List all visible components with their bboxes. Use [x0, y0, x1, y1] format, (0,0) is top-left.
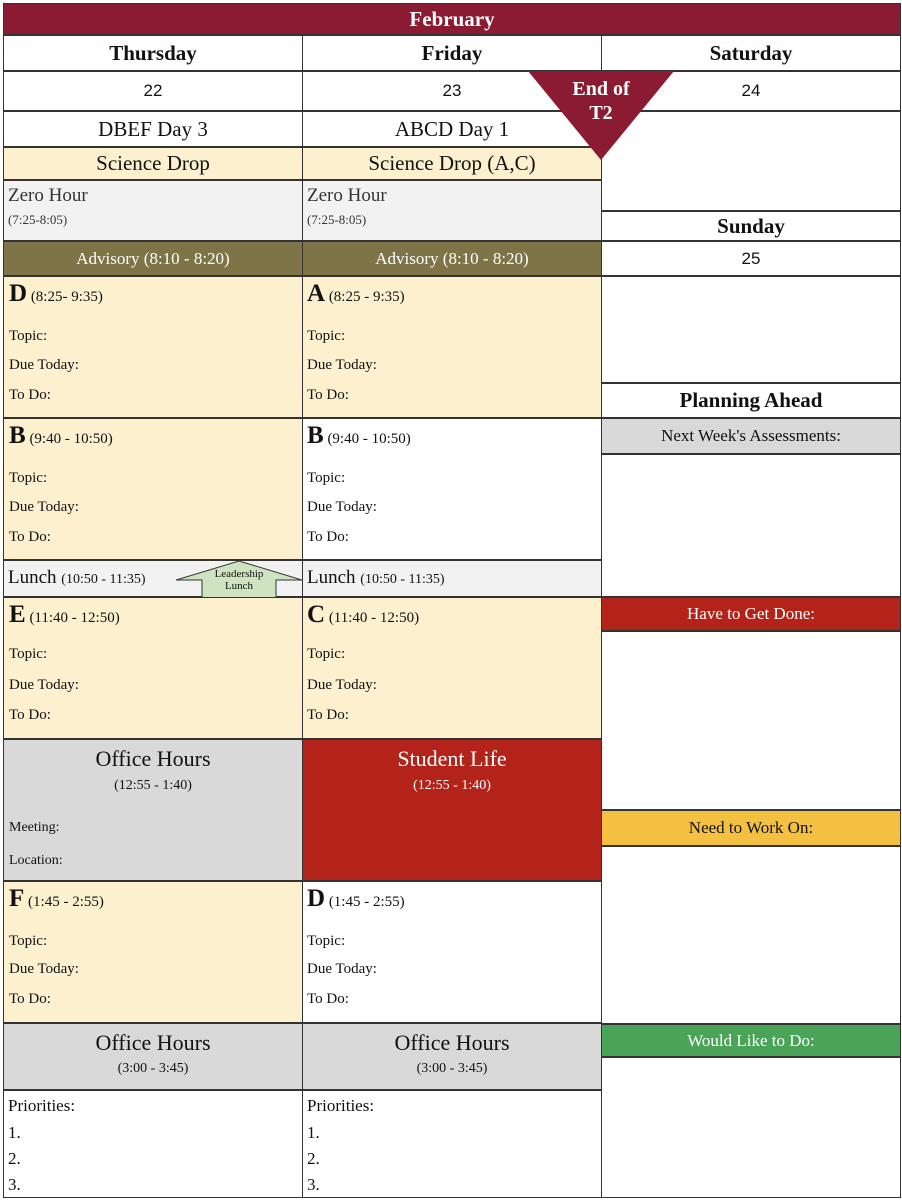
topic-label: Topic: [9, 328, 48, 344]
period-letter: D [9, 280, 28, 307]
office-hours-time: (12:55 - 1:40) [114, 778, 192, 793]
topic-label: Topic: [307, 328, 346, 344]
meeting-label: Meeting: [9, 820, 60, 835]
thursday-zero-hour [3, 180, 303, 241]
thursday-advisory [3, 241, 303, 276]
would-like-to-do-header [601, 1024, 901, 1057]
to-do-label: To Do: [9, 707, 51, 723]
lunch-label: Lunch [307, 567, 356, 588]
friday-drop-text: Science Drop (A,C) [368, 151, 536, 175]
to-do-label: To Do: [307, 387, 349, 403]
period-letter: A [307, 280, 326, 307]
office-hours-title: Office Hours [394, 1030, 510, 1055]
topic-label: Topic: [9, 470, 48, 486]
period-time: (1:45 - 2:55) [328, 894, 405, 910]
thursday-science-drop [3, 147, 303, 180]
leadership-line1: Leadership [214, 568, 264, 580]
student-life-title: Student Life [397, 746, 507, 771]
period-heading [307, 885, 405, 913]
friday-zero-hour [302, 180, 602, 241]
period-heading [307, 601, 419, 629]
priority-1: 1. [8, 1123, 21, 1142]
saturday-header [601, 35, 901, 71]
have-to-get-done-header [601, 597, 901, 631]
priority-3: 3. [307, 1175, 320, 1194]
leadership-line2: Lunch [224, 580, 254, 592]
friday-period-c [302, 597, 602, 739]
thursday-office-hours [3, 739, 303, 881]
thursday-name: Thursday [109, 40, 197, 65]
advisory-label: Advisory (8:10 - 8:20) [76, 248, 230, 268]
priority-3: 3. [8, 1175, 21, 1194]
zero-hour-title: Zero Hour [307, 185, 387, 206]
need-to-work-on-label: Need to Work On: [688, 818, 814, 837]
friday-office-hours-late [302, 1023, 602, 1090]
need-to-work-on-area[interactable] [601, 846, 901, 1024]
period-heading [307, 422, 411, 450]
to-do-label: To Do: [9, 529, 51, 545]
period-time: (1:45 - 2:55) [28, 894, 104, 910]
sunday-date-text: 25 [741, 248, 761, 268]
have-to-get-done-label: Have to Get Done: [687, 604, 815, 623]
thursday-date [3, 71, 303, 111]
month-header [3, 3, 901, 35]
sunday-header [601, 211, 901, 241]
thursday-period-f [3, 881, 303, 1023]
zero-hour-time: (7:25-8:05) [8, 212, 68, 227]
to-do-label: To Do: [307, 707, 349, 723]
priority-2: 2. [307, 1149, 320, 1168]
next-week-assessments-header [601, 418, 901, 454]
friday-cycle-text: ABCD Day 1 [394, 116, 510, 141]
office-hours-title: Office Hours [95, 1030, 211, 1055]
thursday-cycle-text: DBEF Day 3 [98, 116, 208, 141]
due-today-label: Due Today: [9, 499, 79, 515]
topic-label: Topic: [307, 646, 346, 662]
end-marker-line1: End of [572, 78, 630, 100]
sunday-name: Sunday [717, 213, 785, 238]
due-today-label: Due Today: [307, 357, 377, 373]
lunch-heading [8, 567, 146, 589]
period-time: (9:40 - 10:50) [29, 431, 113, 447]
zero-hour-time: (7:25-8:05) [307, 212, 367, 227]
friday-period-d [302, 881, 602, 1023]
lunch-heading [307, 567, 445, 589]
period-time: (11:40 - 12:50) [328, 610, 420, 626]
due-today-label: Due Today: [307, 499, 377, 515]
to-do-label: To Do: [307, 529, 349, 545]
thursday-period-d [3, 276, 303, 418]
planning-ahead-text: Planning Ahead [679, 388, 823, 412]
friday-name: Friday [421, 40, 483, 65]
due-today-label: Due Today: [9, 357, 79, 373]
sunday-date [601, 241, 901, 276]
office-hours-time: (3:00 - 3:45) [416, 1061, 488, 1076]
friday-header [302, 35, 602, 71]
to-do-label: To Do: [9, 991, 51, 1007]
next-week-assessments-label: Next Week's Assessments: [661, 426, 841, 445]
saturday-name: Saturday [709, 40, 793, 65]
next-week-assessments-area[interactable] [601, 454, 901, 597]
office-hours-time: (3:00 - 3:45) [117, 1061, 189, 1076]
topic-label: Topic: [307, 933, 346, 949]
friday-priorities [302, 1090, 602, 1198]
period-heading [9, 885, 104, 913]
period-letter: C [307, 601, 326, 628]
thursday-cycle-day [3, 111, 303, 147]
friday-advisory [302, 241, 602, 276]
period-heading [9, 280, 103, 308]
sunday-notes [601, 276, 901, 383]
month-title: February [409, 6, 495, 31]
thursday-drop-text: Science Drop [96, 151, 210, 175]
thursday-office-hours-late [3, 1023, 303, 1090]
to-do-label: To Do: [9, 387, 51, 403]
office-hours-title: Office Hours [95, 746, 211, 771]
friday-period-a [302, 276, 602, 418]
thursday-header [3, 35, 303, 71]
lunch-time: (10:50 - 11:35) [360, 572, 445, 587]
priority-2: 2. [8, 1149, 21, 1168]
thursday-period-e [3, 597, 303, 739]
friday-student-life [302, 739, 602, 881]
period-time: (8:25- 9:35) [30, 289, 103, 305]
thursday-period-b [3, 418, 303, 560]
period-heading [9, 422, 113, 450]
priorities-label: Priorities: [8, 1096, 76, 1115]
end-of-t2-marker [528, 71, 674, 160]
topic-label: Topic: [9, 646, 48, 662]
period-heading [307, 280, 405, 308]
leadership-lunch-marker [176, 560, 302, 597]
lunch-time: (10:50 - 11:35) [61, 572, 146, 587]
due-today-label: Due Today: [9, 961, 79, 977]
saturday-date-text: 24 [741, 81, 761, 100]
period-letter: F [9, 885, 25, 912]
period-time: (9:40 - 10:50) [327, 431, 411, 447]
location-label: Location: [9, 853, 63, 868]
due-today-label: Due Today: [307, 961, 377, 977]
would-like-to-do-label: Would Like to Do: [687, 1030, 815, 1050]
lunch-label: Lunch [8, 567, 57, 588]
friday-date-text: 23 [442, 81, 462, 100]
period-time: (11:40 - 12:50) [29, 610, 120, 626]
due-today-label: Due Today: [9, 677, 79, 693]
have-to-get-done-area[interactable] [601, 631, 901, 810]
friday-period-b [302, 418, 602, 560]
to-do-label: To Do: [307, 991, 349, 1007]
topic-label: Topic: [9, 933, 48, 949]
period-letter: D [307, 885, 326, 912]
period-letter: B [307, 422, 324, 449]
friday-lunch [302, 560, 602, 597]
topic-label: Topic: [307, 470, 346, 486]
priorities-label: Priorities: [307, 1096, 375, 1115]
advisory-label: Advisory (8:10 - 8:20) [375, 248, 529, 268]
period-letter: B [9, 422, 26, 449]
would-like-to-do-area[interactable] [601, 1057, 901, 1198]
priority-1: 1. [307, 1123, 320, 1142]
end-marker-line2: T2 [589, 102, 613, 124]
period-heading [9, 601, 120, 629]
zero-hour-title: Zero Hour [8, 185, 88, 206]
student-life-time: (12:55 - 1:40) [413, 778, 491, 793]
need-to-work-on-header [601, 810, 901, 846]
planning-ahead-title [601, 383, 901, 418]
thursday-priorities [3, 1090, 303, 1198]
thursday-date-text: 22 [143, 81, 163, 100]
period-time: (8:25 - 9:35) [328, 289, 405, 305]
period-letter: E [9, 601, 26, 628]
due-today-label: Due Today: [307, 677, 377, 693]
